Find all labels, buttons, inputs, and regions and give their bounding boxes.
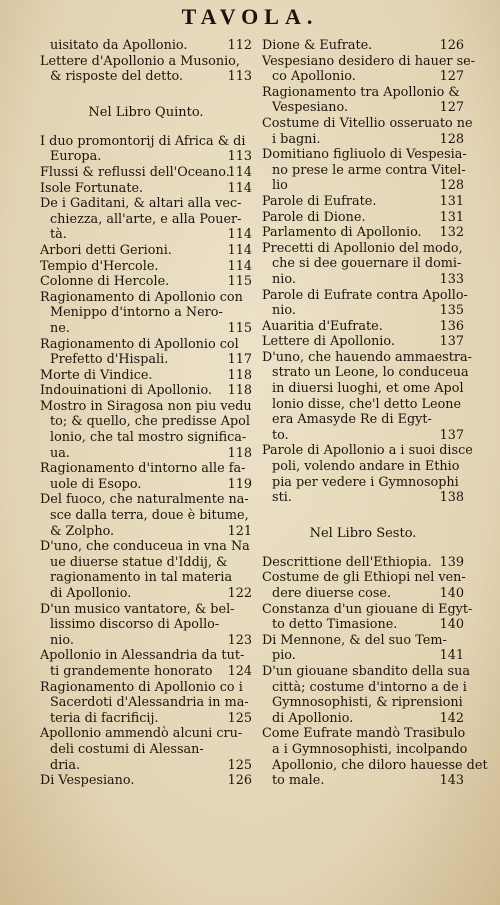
entry-text: ua. bbox=[50, 445, 70, 461]
index-entry-line bbox=[262, 633, 464, 649]
index-entry-line bbox=[40, 243, 252, 259]
page-number: 115 bbox=[227, 274, 252, 290]
entry-text: Flussi & reflussi dell'Oceano. bbox=[40, 164, 230, 180]
entry-text: dere diuerse cose. bbox=[272, 586, 392, 601]
page-number: 142 bbox=[439, 710, 464, 726]
index-entry-line bbox=[40, 633, 252, 649]
page-number: 127 bbox=[439, 100, 464, 116]
index-entry-line bbox=[262, 147, 467, 163]
entry-text: lonio disse, che'l detto Leone bbox=[272, 396, 462, 412]
index-entry-line bbox=[262, 663, 470, 680]
index-entry-line bbox=[262, 601, 473, 618]
index-entry-line bbox=[262, 349, 472, 366]
page-number: 114 bbox=[227, 180, 252, 196]
entry-text: nio. bbox=[50, 632, 74, 648]
entry-text: a i Gymnosophisti, incolpando bbox=[272, 741, 468, 757]
page-number: 112 bbox=[227, 38, 252, 53]
entry-text: Parole di Eufrate contra Apollo- bbox=[262, 287, 468, 303]
entry-text: di Apollonio. bbox=[50, 586, 132, 601]
entry-text: Colonne di Hercole. bbox=[40, 274, 170, 290]
page-number: 139 bbox=[439, 554, 464, 570]
entry-text: & risposte del detto. bbox=[50, 69, 184, 85]
index-entry-line bbox=[262, 303, 464, 319]
index-entry-line bbox=[262, 726, 464, 742]
entry-text: lio bbox=[272, 178, 288, 194]
index-entry-line bbox=[262, 53, 476, 70]
page-number: 114 bbox=[227, 227, 252, 243]
spacer bbox=[262, 506, 464, 518]
entry-text: Arbori detti Gerioni. bbox=[40, 242, 172, 258]
page-number: 131 bbox=[439, 209, 464, 225]
index-entry-line bbox=[40, 212, 252, 228]
entry-text: Apollonio, che diloro hauesse det bbox=[272, 757, 488, 773]
index-entry-line bbox=[40, 337, 252, 353]
entry-text: Prefetto d'Hispali. bbox=[50, 352, 169, 368]
index-entry-line bbox=[40, 695, 252, 711]
entry-text: to; & quello, che predisse Apol bbox=[50, 414, 250, 430]
page-number: 114 bbox=[227, 164, 252, 180]
index-entry-line bbox=[262, 679, 467, 696]
entry-text: pia per vedere i Gymnosophi bbox=[272, 474, 459, 490]
section-heading: Nel Libro Sesto. bbox=[309, 525, 417, 541]
entry-text: Di Mennone, & del suo Tem- bbox=[262, 632, 447, 648]
entry-text: & Zolpho. bbox=[50, 523, 115, 539]
index-entry-line bbox=[262, 412, 464, 428]
entry-text: Parlamento di Apollonio. bbox=[262, 225, 422, 241]
page-number: 118 bbox=[227, 367, 252, 383]
entry-text: Del fuoco, che naturalmente na- bbox=[40, 492, 249, 508]
index-column-left bbox=[40, 38, 252, 789]
entry-text: i bagni. bbox=[272, 131, 321, 147]
index-entry-line bbox=[40, 54, 252, 70]
entry-text: chiezza, all'arte, e alla Pouer- bbox=[50, 211, 242, 227]
page-number: 123 bbox=[227, 632, 252, 648]
page-number: 117 bbox=[227, 352, 252, 368]
index-entry-line bbox=[40, 368, 252, 384]
entry-text: ue diuerse statue d'Iddij, & bbox=[50, 554, 228, 570]
entry-text: Constanza d'un giouane di Egyt- bbox=[262, 601, 473, 617]
entry-text: Parole di Eufrate. bbox=[262, 193, 377, 209]
page-number: 138 bbox=[439, 490, 464, 506]
entry-text: Tempio d'Hercole. bbox=[40, 258, 159, 274]
entry-text: teria di facrificij. bbox=[50, 710, 159, 726]
index-entry-line bbox=[262, 38, 464, 54]
index-entry-line bbox=[40, 165, 252, 181]
entry-text: Parole di Dione. bbox=[262, 209, 366, 225]
entry-text: Gymnosophisti, & riprensioni bbox=[272, 695, 463, 711]
entry-text: D'un musico vantatore, & bel- bbox=[40, 601, 235, 617]
index-entry-line bbox=[262, 757, 488, 774]
index-entry-line bbox=[40, 648, 252, 664]
index-entry-line bbox=[40, 617, 252, 633]
entry-text: Ragionamento di Apollonio col bbox=[40, 336, 239, 352]
page-number: 121 bbox=[227, 523, 252, 539]
page-number: 125 bbox=[227, 710, 252, 726]
entry-text: tà. bbox=[50, 227, 67, 243]
index-entry-line bbox=[262, 115, 473, 132]
index-entry-line bbox=[262, 586, 464, 602]
index-entry-line bbox=[40, 711, 252, 727]
index-entry-line bbox=[262, 163, 464, 179]
index-entry-line bbox=[40, 570, 252, 586]
entry-text: di Apollonio. bbox=[272, 710, 354, 726]
index-entry-line bbox=[40, 149, 252, 165]
entry-text: Europa. bbox=[50, 149, 102, 165]
index-column-right bbox=[262, 38, 488, 789]
entry-text: nio. bbox=[272, 271, 296, 287]
entry-text: Vespesiano desidero di hauer se- bbox=[262, 53, 476, 69]
index-entry-line bbox=[40, 259, 252, 275]
page-number: 128 bbox=[439, 178, 464, 194]
index-entry-line bbox=[40, 602, 252, 618]
index-entry-line bbox=[40, 726, 252, 742]
page-number: 140 bbox=[439, 586, 464, 601]
entry-text: Menippo d'intorno a Nero- bbox=[50, 305, 223, 321]
page-number: 127 bbox=[439, 69, 464, 85]
spacer bbox=[40, 85, 252, 97]
entry-text: nio. bbox=[272, 303, 296, 319]
entry-text: Vespesiano. bbox=[272, 100, 349, 116]
entry-text: Apollonio in Alessandria da tut- bbox=[40, 648, 245, 664]
entry-text: Apollonio ammendò alcuni cru- bbox=[40, 726, 243, 742]
index-entry-line bbox=[40, 773, 252, 789]
index-entry-line bbox=[262, 741, 468, 758]
index-entry-line bbox=[40, 274, 252, 290]
entry-text: ti grandemente honorato bbox=[50, 663, 213, 679]
entry-text: era Amasyde Re di Egyt- bbox=[272, 412, 432, 428]
index-entry-line bbox=[262, 287, 468, 304]
index-entry-line bbox=[262, 711, 464, 727]
page-number: 140 bbox=[439, 617, 464, 633]
index-entry-line bbox=[40, 555, 252, 571]
index-entry-line bbox=[40, 586, 252, 602]
index-entry-line bbox=[262, 397, 464, 413]
entry-text: sce dalla terra, doue è bitume, bbox=[50, 508, 249, 524]
entry-text: Dione & Eufrate. bbox=[262, 38, 373, 53]
entry-text: sti. bbox=[272, 490, 292, 506]
entry-text: uisitato da Apollonio. bbox=[50, 38, 188, 53]
index-entry-line bbox=[262, 381, 464, 397]
entry-text: lissimo discorso di Apollo- bbox=[50, 617, 220, 633]
entry-text: Ragionamento di Apollonio co i bbox=[40, 679, 243, 695]
page-number: 122 bbox=[227, 586, 252, 601]
index-entry-line bbox=[262, 132, 464, 148]
index-entry-line bbox=[40, 181, 252, 197]
entry-text: to. bbox=[272, 427, 289, 443]
page-number: 131 bbox=[439, 193, 464, 209]
index-entry-line bbox=[262, 85, 464, 101]
index-entry-line bbox=[262, 617, 464, 633]
page-number: 118 bbox=[227, 383, 252, 399]
entry-text: Descrittione dell'Ethiopia. bbox=[262, 554, 432, 570]
index-entry-line bbox=[262, 210, 464, 226]
page-number: 124 bbox=[227, 663, 252, 679]
page-number: 118 bbox=[227, 445, 252, 461]
index-entry-line bbox=[40, 321, 252, 337]
page-header: TAVOLA. bbox=[181, 4, 319, 29]
page-number: 113 bbox=[227, 149, 252, 165]
entry-text: uole di Esopo. bbox=[50, 476, 142, 492]
entry-text: Lettere d'Apollonio a Musonio, bbox=[40, 53, 240, 69]
entry-text: to male. bbox=[272, 773, 325, 789]
index-entry-line bbox=[40, 430, 252, 446]
index-entry-line bbox=[40, 414, 252, 430]
index-entry-line bbox=[40, 539, 252, 555]
entry-text: Sacerdoti d'Alessandria in ma- bbox=[50, 695, 249, 711]
index-entry-line bbox=[262, 459, 464, 475]
index-entry-line bbox=[40, 352, 252, 368]
index-entry-line bbox=[262, 475, 464, 491]
page-number: 137 bbox=[439, 334, 464, 350]
index-entry-line bbox=[262, 365, 469, 381]
page-number: 114 bbox=[227, 258, 252, 274]
index-entry-line bbox=[40, 508, 252, 524]
index-entry-line bbox=[40, 383, 252, 399]
index-entry-line bbox=[40, 196, 252, 212]
entry-text: De i Gaditani, & altari alla vec- bbox=[40, 196, 242, 212]
entry-text: Indouinationi di Apollonio. bbox=[40, 383, 213, 399]
index-entry-line bbox=[262, 334, 464, 350]
entry-text: Di Vespesiano. bbox=[40, 773, 135, 789]
entry-text: strato un Leone, lo conduceua bbox=[272, 365, 469, 381]
entry-text: che si dee gouernare il domi- bbox=[272, 256, 462, 272]
entry-text: D'uno, che hauendo ammaestra- bbox=[262, 349, 472, 365]
index-entry-line bbox=[262, 773, 464, 789]
page-number: 136 bbox=[439, 318, 464, 334]
page-number: 143 bbox=[439, 773, 464, 789]
index-entry-line bbox=[40, 758, 252, 774]
section-heading: Nel Libro Quinto. bbox=[88, 104, 204, 120]
index-entry-line bbox=[40, 742, 252, 758]
entry-text: Come Eufrate mandò Trasibulo bbox=[262, 726, 466, 742]
index-entry-line bbox=[262, 69, 464, 85]
index-entry-line bbox=[40, 446, 252, 462]
index-entry-line bbox=[40, 305, 252, 321]
entry-text: Parole di Apollonio a i suoi disce bbox=[262, 443, 473, 459]
entry-text: pio. bbox=[272, 648, 296, 664]
index-entry-line bbox=[262, 428, 464, 444]
page-number: 115 bbox=[227, 320, 252, 336]
entry-text: Lettere di Apollonio. bbox=[262, 334, 395, 350]
entry-text: lonio, che tal mostro significa- bbox=[50, 430, 247, 446]
index-entry-line bbox=[262, 443, 473, 459]
entry-text: Ragionamento d'intorno alle fa- bbox=[40, 461, 246, 477]
entry-text: Mostro in Siragosa non piu vedu bbox=[40, 398, 252, 414]
index-entry-line bbox=[262, 570, 464, 586]
page-number: 114 bbox=[227, 242, 252, 258]
page-number: 133 bbox=[439, 271, 464, 287]
page-number: 113 bbox=[227, 69, 252, 85]
index-entry-line bbox=[40, 399, 252, 415]
index-entry-line bbox=[40, 664, 252, 680]
index-entry-line bbox=[40, 461, 252, 477]
page-number: 132 bbox=[439, 225, 464, 241]
entry-text: D'uno, che conduceua in vna Na bbox=[40, 539, 250, 555]
page-number: 126 bbox=[227, 773, 252, 789]
entry-text: I duo promontorij di Africa & di bbox=[40, 133, 246, 149]
index-entry-line bbox=[262, 256, 464, 272]
entry-text: Precetti di Apollonio del modo, bbox=[262, 240, 463, 256]
entry-text: Auaritia d'Eufrate. bbox=[262, 318, 383, 334]
index-entry-line bbox=[262, 648, 464, 664]
entry-text: Isole Fortunate. bbox=[40, 180, 144, 196]
page-number: 141 bbox=[439, 648, 464, 664]
entry-text: città; costume d'intorno a de i bbox=[272, 679, 467, 695]
index-entry-line bbox=[40, 290, 252, 306]
index-entry-line bbox=[40, 492, 252, 508]
entry-text: D'un giouane sbandito della sua bbox=[262, 663, 470, 679]
index-entry-line bbox=[40, 38, 252, 54]
index-entry-line bbox=[262, 695, 464, 711]
index-entry-line bbox=[40, 524, 252, 540]
index-entry-line bbox=[262, 194, 464, 210]
page-number: 137 bbox=[439, 427, 464, 443]
entry-text: ne. bbox=[50, 320, 70, 336]
entry-text: dria. bbox=[50, 757, 81, 773]
entry-text: ragionamento in tal materia bbox=[50, 570, 233, 586]
index-entry-line bbox=[262, 555, 464, 571]
entry-text: Morte di Vindice. bbox=[40, 367, 153, 383]
entry-text: Costume di Vitellio osseruato ne bbox=[262, 115, 473, 131]
entry-text: deli costumi di Alessan- bbox=[50, 741, 204, 757]
entry-text: to detto Timasione. bbox=[272, 617, 398, 633]
page-number: 119 bbox=[227, 476, 252, 492]
page-number: 135 bbox=[439, 303, 464, 319]
page-number: 125 bbox=[227, 757, 252, 773]
entry-text: in diuersi luoghi, et ome Apol bbox=[272, 381, 464, 397]
index-entry-line bbox=[262, 178, 464, 194]
page-number: 128 bbox=[439, 131, 464, 147]
index-entry-line bbox=[262, 490, 464, 506]
entry-text: co Apollonio. bbox=[272, 69, 356, 85]
entry-text: Ragionamento tra Apollonio & bbox=[262, 84, 460, 100]
entry-text: Costume de gli Ethiopi nel ven- bbox=[262, 570, 466, 586]
index-entry-line bbox=[262, 319, 464, 335]
index-entry-line bbox=[40, 680, 252, 696]
index-entry-line bbox=[262, 100, 464, 116]
index-entry-line bbox=[262, 272, 464, 288]
index-entry-line bbox=[40, 134, 252, 150]
entry-text: no prese le arme contra Vitel- bbox=[272, 162, 466, 178]
entry-text: poli, volendo andare in Ethio bbox=[272, 459, 460, 475]
index-entry-line bbox=[40, 69, 252, 85]
page-number: 126 bbox=[439, 38, 464, 53]
index-entry-line bbox=[40, 477, 252, 493]
index-entry-line bbox=[40, 227, 252, 243]
index-entry-line bbox=[262, 241, 464, 257]
index-entry-line bbox=[262, 225, 464, 241]
entry-text: Domitiano figliuolo di Vespesia- bbox=[262, 147, 467, 163]
entry-text: Ragionamento di Apollonio con bbox=[40, 289, 243, 305]
